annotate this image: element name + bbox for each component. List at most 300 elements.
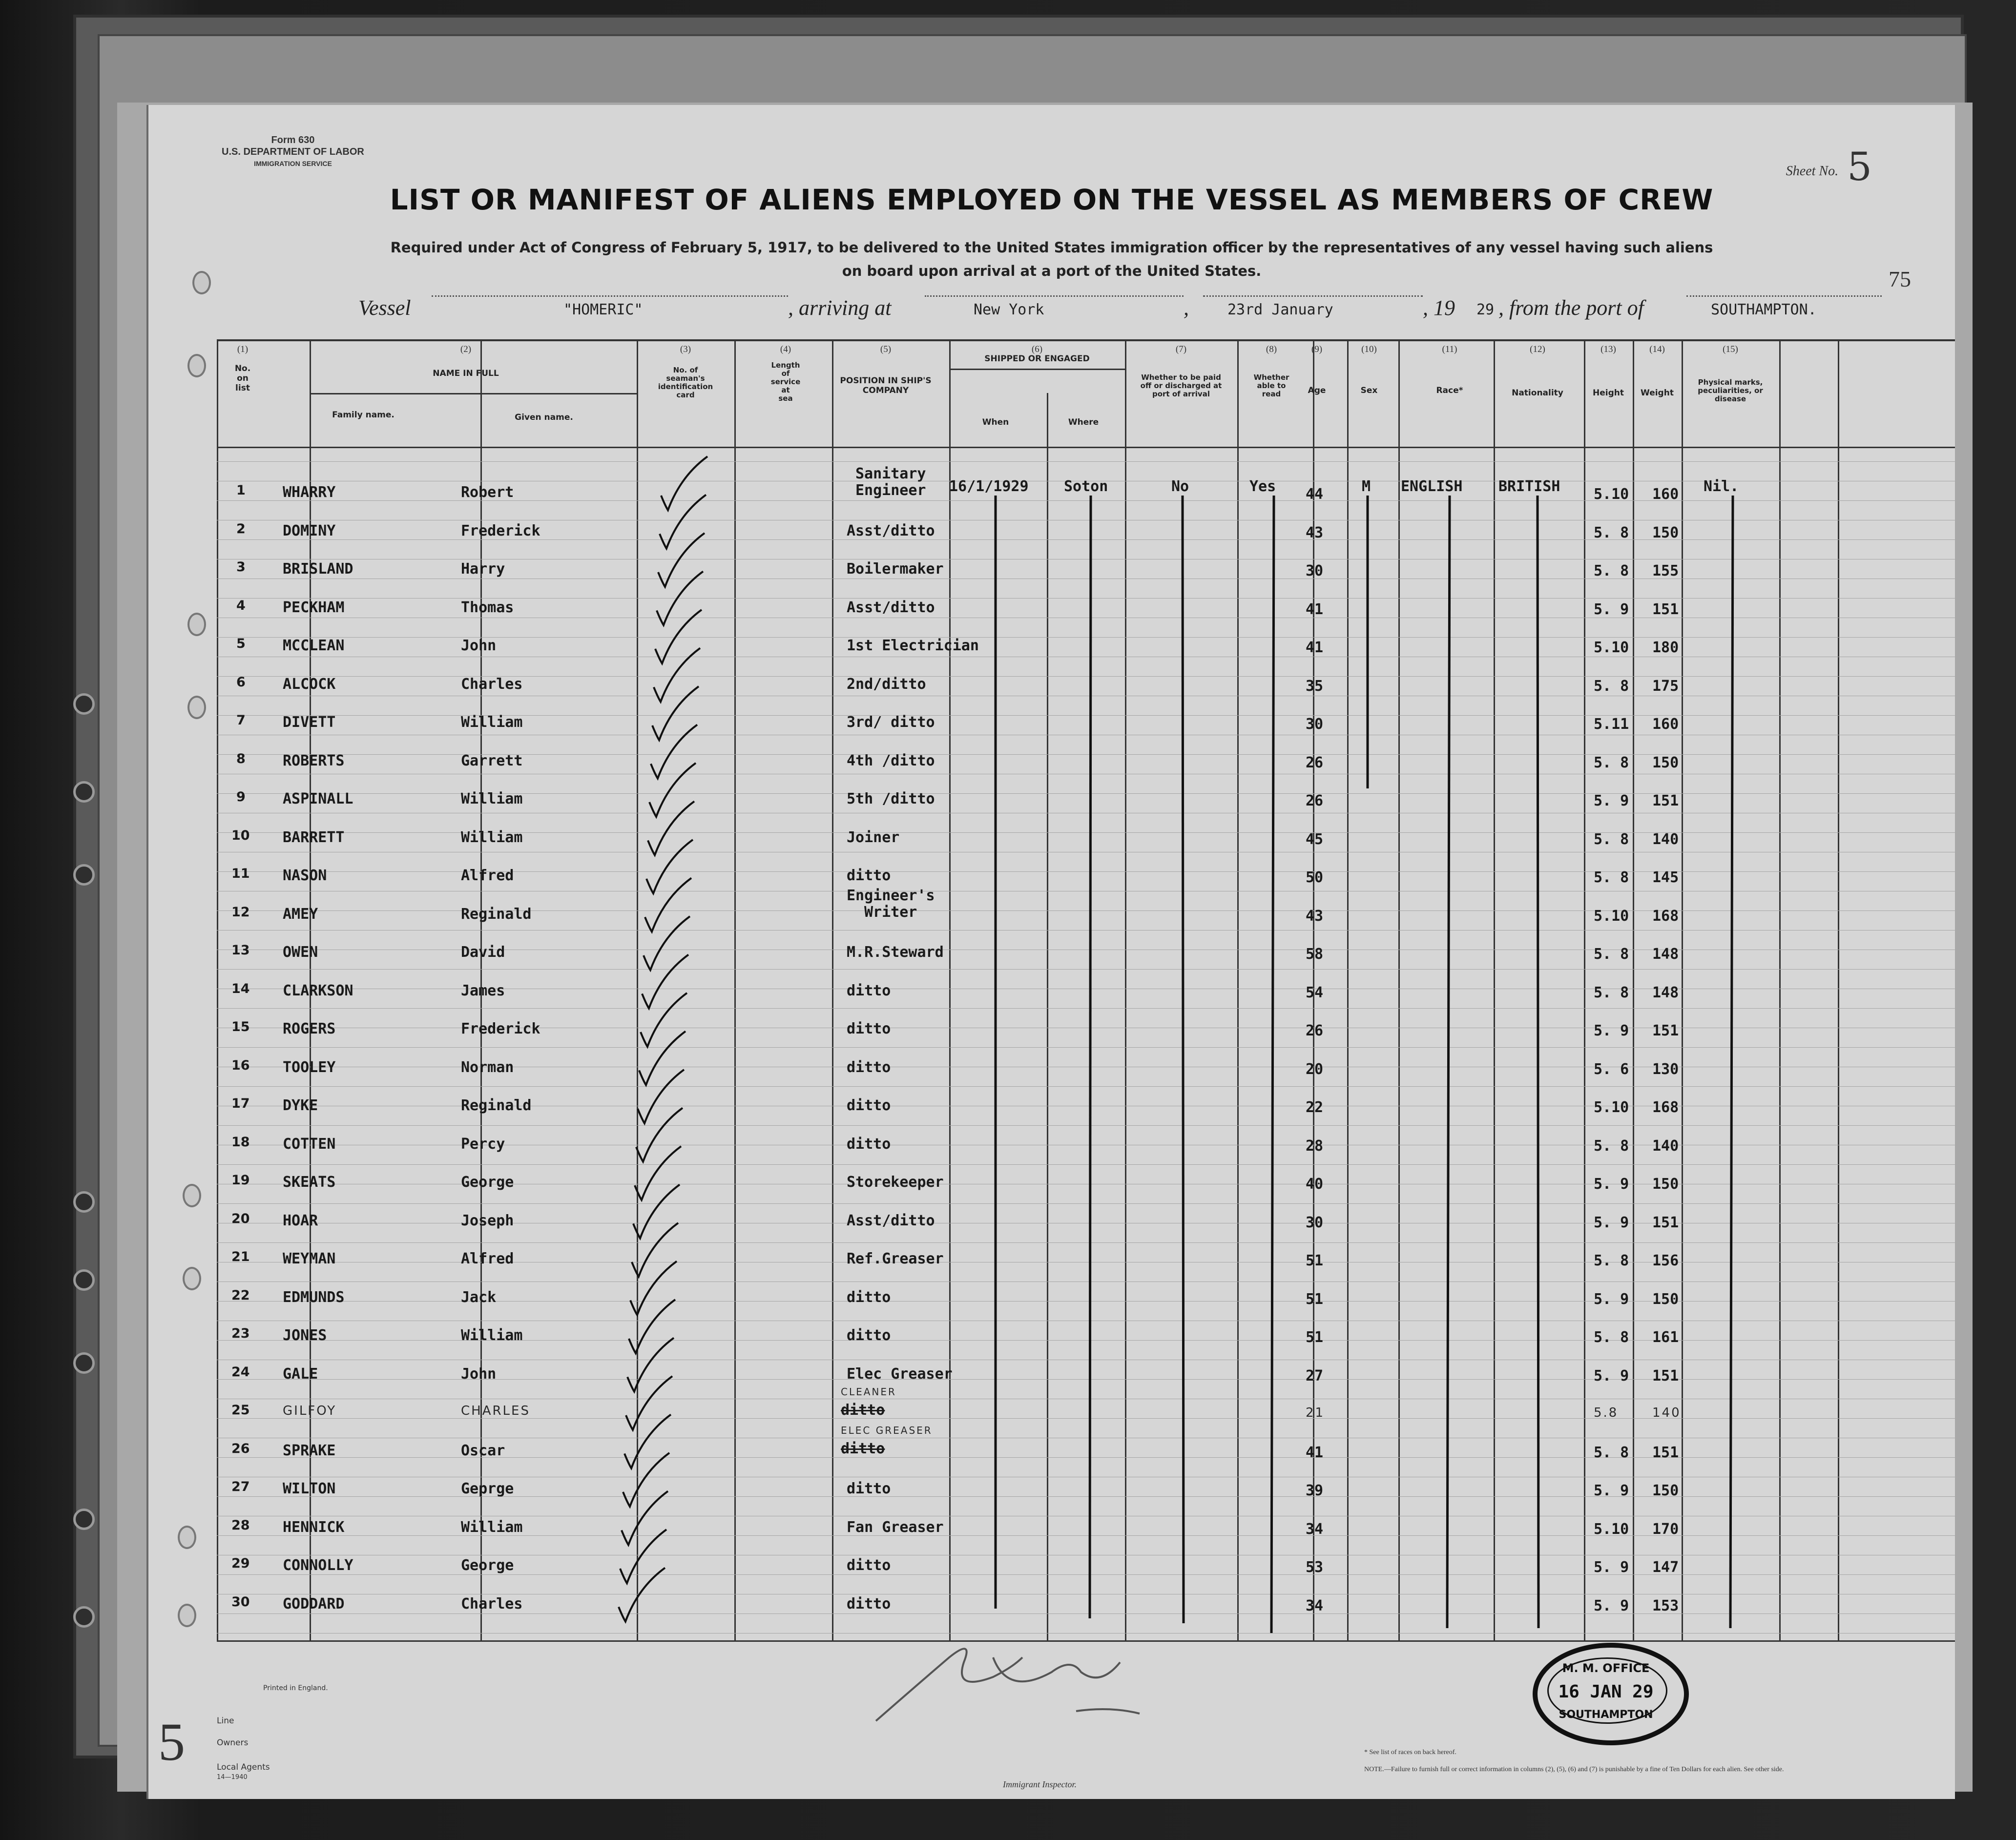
stamp-bottom-text: SOUTHAMPTON	[1559, 1709, 1653, 1721]
row-number: 26	[231, 1441, 250, 1456]
weight: 140	[1652, 830, 1679, 848]
row-number: 19	[231, 1173, 250, 1188]
family-name: BARRETT	[283, 828, 345, 846]
weight: 151	[1652, 1367, 1679, 1385]
row-number: 25	[231, 1403, 250, 1418]
separator: ,	[1184, 296, 1189, 320]
header-age: Age	[1308, 386, 1326, 395]
given-name: Norman	[461, 1058, 514, 1076]
row-number: 17	[231, 1096, 250, 1111]
given-name: William	[461, 1327, 523, 1344]
check-tick	[627, 1338, 674, 1392]
family-name: NASON	[283, 867, 327, 884]
check-tick	[660, 495, 706, 549]
family-name: ALCOCK	[283, 675, 336, 693]
header-position: POSITION IN SHIP'S COMPANY	[840, 376, 932, 395]
height: 5. 9	[1594, 1559, 1629, 1576]
family-name: SKEATS	[283, 1174, 336, 1191]
binder-hole	[73, 864, 95, 886]
weight: 151	[1652, 1022, 1679, 1039]
family-name: TOOLEY	[283, 1058, 336, 1076]
weight: 140	[1652, 1406, 1681, 1420]
row-number: 3	[236, 559, 246, 575]
given-name: Percy	[461, 1135, 505, 1153]
age: 58	[1306, 946, 1324, 963]
row-number: 14	[231, 981, 250, 996]
department-name: U.S. DEPARTMENT OF LABOR	[222, 146, 364, 157]
binder-hole	[73, 781, 95, 803]
position: Joiner	[847, 828, 900, 846]
check-tick	[649, 763, 696, 817]
weight: 175	[1652, 677, 1679, 695]
column-number: (13)	[1600, 344, 1616, 354]
position: M.R.Steward	[847, 944, 944, 961]
check-tick	[644, 916, 690, 970]
family-name: AMEY	[283, 905, 318, 923]
age: 27	[1306, 1367, 1324, 1385]
mm-office-stamp	[1533, 1643, 1689, 1745]
weight: 180	[1652, 639, 1679, 656]
weight: 150	[1652, 1176, 1679, 1193]
age: 43	[1306, 524, 1324, 541]
check-tick	[645, 878, 691, 932]
age: 44	[1306, 486, 1324, 503]
weight: 151	[1652, 1214, 1679, 1231]
family-name: ASPINALL	[283, 790, 353, 807]
line-label: Line	[217, 1716, 234, 1726]
height: 5. 8	[1594, 984, 1629, 1001]
weight: 150	[1652, 754, 1679, 771]
given-name: John	[461, 1365, 497, 1383]
check-tick	[622, 1491, 668, 1545]
year-label: , 19	[1423, 296, 1455, 320]
row-number: 5	[236, 636, 246, 651]
shipped-where: Soton	[1064, 478, 1108, 495]
height: 5. 9	[1594, 1482, 1629, 1499]
age: 53	[1306, 1559, 1324, 1576]
family-name: GALE	[283, 1365, 318, 1383]
age: 41	[1306, 1444, 1324, 1461]
header-sex: Sex	[1360, 386, 1378, 395]
given-name: William	[461, 790, 523, 807]
header-nationality: Nationality	[1512, 388, 1563, 398]
given-name: Joseph	[461, 1212, 514, 1229]
given-name: Frederick	[461, 522, 540, 539]
weight: 147	[1652, 1559, 1679, 1576]
position: Boilermaker	[847, 560, 944, 578]
given-name: Geprge	[461, 1480, 514, 1497]
row-number: 10	[231, 827, 250, 843]
weight: 156	[1652, 1252, 1679, 1269]
height: 5. 9	[1594, 1214, 1629, 1231]
given-name: CHARLES	[461, 1404, 530, 1418]
check-tick	[633, 1185, 680, 1239]
header-where: Where	[1068, 417, 1099, 427]
row-number: 23	[231, 1326, 250, 1341]
vessel-label: Vessel	[358, 296, 411, 320]
check-tick	[619, 1568, 665, 1622]
check-tick	[657, 572, 703, 625]
weight: 145	[1652, 869, 1679, 886]
check-tick	[651, 725, 697, 779]
column-number: (1)	[237, 344, 249, 354]
position: ditto	[847, 867, 891, 884]
row-number: 4	[236, 598, 246, 613]
position: Asst/ditto	[847, 599, 935, 616]
given-name: William	[461, 828, 523, 846]
position: ditto	[847, 1058, 891, 1076]
position: Asst/ditto	[847, 1212, 935, 1229]
position: ditto	[847, 1557, 891, 1574]
weight: 151	[1652, 1444, 1679, 1461]
height: 5. 9	[1594, 1176, 1629, 1193]
check-tick	[630, 1261, 677, 1315]
vessel-name: "HOMERIC"	[563, 301, 643, 318]
age: 51	[1306, 1290, 1324, 1308]
printed-note: Printed in England.	[263, 1684, 328, 1692]
row-number: 8	[236, 751, 246, 766]
marks-value: Nil.	[1704, 478, 1739, 495]
given-name: Thomas	[461, 599, 514, 616]
header-name-in-full: NAME IN FULL	[433, 369, 499, 378]
binder-hole	[73, 693, 95, 715]
height: 5.10	[1594, 1520, 1629, 1538]
family-name: ROGERS	[283, 1020, 336, 1037]
check-tick	[629, 1300, 675, 1353]
position: Engineer's	[847, 887, 935, 904]
age: 21	[1306, 1406, 1325, 1420]
position: ditto	[847, 1327, 891, 1344]
service-name: IMMIGRATION SERVICE	[254, 160, 332, 167]
height: 5. 9	[1594, 792, 1629, 809]
height: 5. 8	[1594, 1137, 1629, 1155]
age: 34	[1306, 1597, 1324, 1614]
given-name: William	[461, 714, 523, 731]
age: 22	[1306, 1099, 1324, 1116]
position: Engineer	[855, 482, 926, 499]
height: 5. 8	[1594, 1444, 1629, 1461]
position: Storekeeper	[847, 1174, 944, 1191]
height: 5. 8	[1594, 946, 1629, 963]
column-number: (8)	[1266, 344, 1277, 354]
header-height: Height	[1593, 388, 1624, 398]
subtitle-line: on board upon arrival at a port of the United States.	[842, 263, 1262, 279]
height: 5. 8	[1594, 869, 1629, 886]
check-tick	[636, 1108, 683, 1162]
age: 50	[1306, 869, 1324, 886]
departure-port: SOUTHAMPTON.	[1711, 301, 1817, 318]
row-number: 11	[231, 866, 250, 881]
arrival-year: 29	[1476, 301, 1495, 318]
age: 35	[1306, 677, 1324, 695]
row-number: 1	[236, 483, 246, 498]
position: Fan Greaser	[847, 1518, 944, 1536]
given-name: Charles	[461, 675, 523, 693]
penalty-note: NOTE.—Failure to furnish full or correct information in columns (2), (5), (6) and (7) is punishable by a fine of Ten Dollars for each alien. See other side.	[1364, 1766, 1784, 1773]
row-number: 15	[231, 1019, 250, 1034]
header-family-name: Family name.	[332, 410, 395, 420]
position-correction: ELEC GREASER	[841, 1424, 933, 1436]
height: 5. 9	[1594, 1367, 1629, 1385]
given-name: David	[461, 944, 505, 961]
row-number: 9	[236, 789, 246, 805]
sheet-value: 5	[1847, 144, 1872, 189]
weight: 168	[1652, 907, 1679, 925]
row-number: 13	[231, 943, 250, 958]
height: 5.10	[1594, 639, 1629, 656]
header-no-on-list: No. on list	[234, 364, 251, 393]
row-number: 6	[236, 674, 246, 690]
given-name: Reginald	[461, 1097, 532, 1114]
column-number: (7)	[1175, 344, 1187, 354]
given-name: John	[461, 637, 497, 654]
age: 26	[1306, 1022, 1324, 1039]
weight: 153	[1652, 1597, 1679, 1614]
weight: 130	[1652, 1060, 1679, 1078]
age: 28	[1306, 1137, 1324, 1155]
check-tick	[624, 1415, 671, 1468]
header-paid-off: Whether to be paid off or discharged at port of arrival	[1140, 373, 1222, 398]
weight: 160	[1652, 486, 1679, 503]
row-number: 18	[231, 1134, 250, 1150]
row-number: 28	[231, 1517, 250, 1533]
height: 5.10	[1594, 486, 1629, 503]
position-correction: CLEANER	[841, 1386, 896, 1398]
age: 34	[1306, 1520, 1324, 1538]
arriving-label: , arriving at	[788, 296, 892, 320]
weight: 160	[1652, 716, 1679, 733]
given-name: James	[461, 982, 505, 999]
given-name: Alfred	[461, 1250, 514, 1267]
age: 30	[1306, 1214, 1324, 1231]
given-name: Harry	[461, 560, 505, 578]
family-name: CONNOLLY	[283, 1557, 353, 1574]
family-name: BRISLAND	[283, 560, 353, 578]
arrival-date: 23rd January	[1227, 301, 1333, 318]
position: 3rd/ ditto	[847, 714, 935, 731]
position: ditto	[841, 1402, 885, 1419]
column-number: (5)	[880, 344, 892, 354]
binder-hole	[73, 1191, 95, 1213]
local-agents-label: Local Agents	[217, 1762, 270, 1772]
given-name: Robert	[461, 484, 514, 501]
position: ditto	[847, 1480, 891, 1497]
position: Sanitary	[855, 465, 926, 482]
column-number: (10)	[1361, 344, 1377, 354]
weight: 155	[1652, 562, 1679, 579]
height: 5. 9	[1594, 1022, 1629, 1039]
column-number: (6)	[1031, 344, 1043, 354]
family-name: PECKHAM	[283, 599, 345, 616]
manifest-title: LIST OR MANIFEST OF ALIENS EMPLOYED ON THE VESSEL AS MEMBERS OF CREW	[390, 183, 1714, 216]
age: 51	[1306, 1252, 1324, 1269]
position: ditto	[847, 1135, 891, 1153]
given-name: Jack	[461, 1288, 497, 1306]
check-tick	[620, 1530, 666, 1583]
family-name: DOMINY	[283, 522, 336, 539]
manifest-page	[146, 105, 1955, 1799]
check-tick	[658, 533, 705, 587]
column-number: (11)	[1442, 344, 1457, 354]
height: 5.8	[1594, 1406, 1619, 1420]
position: ditto	[847, 1595, 891, 1613]
position: Elec Greaser	[847, 1365, 953, 1383]
weight: 150	[1652, 1290, 1679, 1308]
position: ditto	[847, 1288, 891, 1306]
weight: 148	[1652, 984, 1679, 1001]
height: 5. 8	[1594, 524, 1629, 541]
header-length-service: Length of service at sea	[770, 361, 801, 403]
position: ditto	[847, 1020, 891, 1037]
header-weight: Weight	[1641, 388, 1674, 398]
column-number: (4)	[780, 344, 791, 354]
weight: 168	[1652, 1099, 1679, 1116]
column-number: (2)	[460, 344, 472, 354]
height: 5. 9	[1594, 600, 1629, 618]
family-name: WILTON	[283, 1480, 336, 1497]
check-tick	[623, 1453, 669, 1507]
check-tick	[635, 1146, 681, 1200]
stamp-top-text: M. M. OFFICE	[1562, 1661, 1650, 1675]
check-tick	[638, 1070, 684, 1123]
position: 5th /ditto	[847, 790, 935, 807]
header-physical-marks: Physical marks, peculiarities, or disease	[1698, 378, 1763, 403]
binder-hole	[73, 1509, 95, 1530]
binder-hole	[73, 1269, 95, 1291]
shipped-when: 16/1/1929	[949, 478, 1029, 495]
age: 51	[1306, 1329, 1324, 1346]
position: 2nd/ditto	[847, 675, 926, 693]
check-tick	[661, 456, 707, 510]
height: 5. 6	[1594, 1060, 1629, 1078]
age: 41	[1306, 639, 1324, 656]
position: 4th /ditto	[847, 752, 935, 769]
check-tick	[639, 1032, 686, 1085]
given-name: George	[461, 1174, 514, 1191]
family-name: GILFOY	[283, 1404, 337, 1418]
race-value: ENGLISH	[1401, 478, 1463, 495]
position: ditto	[847, 1097, 891, 1114]
age: 20	[1306, 1060, 1324, 1078]
age: 45	[1306, 830, 1324, 848]
row-number: 22	[231, 1287, 250, 1303]
age: 40	[1306, 1176, 1324, 1193]
age: 26	[1306, 754, 1324, 771]
family-name: CLARKSON	[283, 982, 353, 999]
check-tick	[654, 648, 700, 702]
height: 5. 9	[1594, 1597, 1629, 1614]
immigrant-inspector-label: Immigrant Inspector.	[1003, 1779, 1077, 1789]
height: 5. 8	[1594, 562, 1629, 579]
age: 30	[1306, 716, 1324, 733]
ditto-strokes	[148, 105, 1955, 1799]
given-name: Oscar	[461, 1442, 505, 1459]
position: ditto	[841, 1440, 885, 1457]
height: 5. 8	[1594, 754, 1629, 771]
races-footnote: * See list of races on back hereof.	[1364, 1749, 1456, 1756]
height: 5. 8	[1594, 1329, 1629, 1346]
position: 1st Electrician	[847, 637, 979, 654]
from-port-label: , from the port of	[1498, 296, 1644, 320]
given-name: Charles	[461, 1595, 523, 1613]
family-name: ROBERTS	[283, 752, 345, 769]
family-name: DYKE	[283, 1097, 318, 1114]
position: Asst/ditto	[847, 522, 935, 539]
given-name: Alfred	[461, 867, 514, 884]
height: 5. 8	[1594, 677, 1629, 695]
family-name: WEYMAN	[283, 1250, 336, 1267]
row-number: 12	[231, 904, 250, 920]
check-tick	[626, 1376, 672, 1430]
row-number: 7	[236, 713, 246, 728]
form-number: Form 630	[271, 135, 315, 145]
weight: 150	[1652, 524, 1679, 541]
height: 5. 8	[1594, 1252, 1629, 1269]
family-name: EDMUNDS	[283, 1288, 345, 1306]
row-number: 21	[231, 1249, 250, 1264]
family-name: HOAR	[283, 1212, 318, 1229]
page-number: 75	[1889, 267, 1911, 291]
age: 30	[1306, 562, 1324, 579]
owners-label: Owners	[217, 1738, 249, 1748]
height: 5. 9	[1594, 1290, 1629, 1308]
row-number: 20	[231, 1211, 250, 1226]
height: 5. 8	[1594, 830, 1629, 848]
position: Writer	[864, 903, 917, 921]
height: 5.10	[1594, 907, 1629, 925]
given-name: Reginald	[461, 905, 532, 923]
header-seaman-card: No. of seaman's identification card	[658, 366, 713, 399]
form-code: 14—1940	[217, 1774, 248, 1781]
header-when: When	[982, 417, 1009, 427]
family-name: WHARRY	[283, 484, 336, 501]
check-tick	[641, 993, 687, 1047]
family-name: MCCLEAN	[283, 637, 345, 654]
family-name: DIVETT	[283, 714, 336, 731]
row-number: 16	[231, 1057, 250, 1073]
given-name: George	[461, 1557, 514, 1574]
nationality-value: BRITISH	[1498, 478, 1560, 495]
check-tick	[655, 610, 702, 663]
column-number: (14)	[1649, 344, 1665, 354]
paid-off-value: No	[1171, 478, 1189, 495]
row-number: 27	[231, 1479, 250, 1494]
column-number: (3)	[680, 344, 691, 354]
column-number: (12)	[1530, 344, 1545, 354]
inspector-signature	[847, 1628, 1164, 1726]
age: 26	[1306, 792, 1324, 809]
weight: 151	[1652, 792, 1679, 809]
age: 39	[1306, 1482, 1324, 1499]
age: 41	[1306, 600, 1324, 618]
subtitle-line: Required under Act of Congress of February 5, 1917, to be delivered to the United States immigration officer by the representatives of any vessel having such aliens	[390, 239, 1713, 256]
stamp-date: 16 JAN 29	[1558, 1682, 1654, 1702]
weight: 170	[1652, 1520, 1679, 1538]
binder-hole	[73, 1352, 95, 1374]
position: ditto	[847, 982, 891, 999]
column-number: (15)	[1723, 344, 1738, 354]
weight: 140	[1652, 1137, 1679, 1155]
check-tick	[648, 802, 694, 855]
weight: 148	[1652, 946, 1679, 963]
family-name: GODDARD	[283, 1595, 345, 1613]
binder-hole	[73, 1606, 95, 1628]
check-tick	[646, 840, 693, 893]
family-name: JONES	[283, 1327, 327, 1344]
given-name: Garrett	[461, 752, 523, 769]
check-tick	[652, 686, 699, 740]
check-tick	[632, 1223, 678, 1277]
